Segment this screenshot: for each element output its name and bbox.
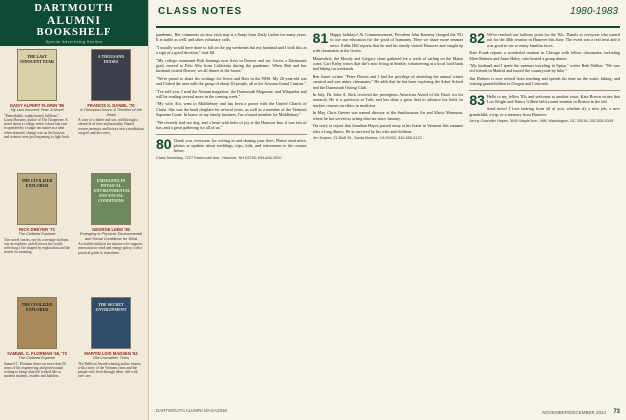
book-item[interactable] <box>74 46 148 170</box>
class-contact: Class Secretary, 7227 Dartmouth Ave., Hanover, NH 03755; 603-646-2000 <box>156 155 282 160</box>
paragraph: "I usually would have done to fall on the jog weekends but my husband and I took this as a sign of a good decision," said Jill. <box>156 44 307 56</box>
class-82-entry <box>469 32 620 48</box>
paragraph: "We recently had our dog, and a heart with bolts of joy at the Hanover Inn; it was lots of fun, and a great gathering for all of us." <box>156 119 307 131</box>
book-author: FRANCIS X. DANIEL '70 <box>87 103 135 108</box>
paragraph: "I've told you, I read the Alumni magazine, the Dartmouth Magazine, and Wikipedia and will be reading several more in the coming week." <box>156 88 307 100</box>
paragraph: pandemic. Her comments on how each step is a Sonja from Daily Ladies for many years. It is stable as well, and takes voluntary calls. <box>156 32 307 43</box>
class-83-entry <box>469 91 620 108</box>
class-contact: Jenny Chandler Hayes, 3000 Maple Ave., NW, Washington, DC 20016; 202-555-0145 <box>469 119 614 124</box>
class-80-entry <box>156 135 307 154</box>
section-header <box>156 0 620 28</box>
book-subtitle: The Civilized Explorer <box>18 356 56 360</box>
masthead-line3: BOOKSHELF <box>36 27 112 38</box>
paragraph: Thank you, everyone, for writing in and sharing your lives. Please send news, photos or updates about weddings, trips, kids, and retirements to the contact below. <box>173 137 307 154</box>
book-subtitle: My Last Innocent Year: A Novel <box>10 108 64 112</box>
masthead-line2: ALUMNI <box>47 15 101 27</box>
book-description: Two travel stories, one by a teenage ski bum, one an explorer, unfold across the world, reflecting a life shaped by exploration and the search for meaning. <box>4 237 70 255</box>
paragraph: "My husband and I spent the summer traveling in Spain," writes Beth Walker. "We saw old friends in Madrid and toured the countryside by bike." <box>469 63 620 74</box>
page-footer <box>156 408 620 418</box>
paragraph: "My college roommate Bob Jennings now lives in Denver and we, Gwen, a Dartmouth grad, moved to Palo Alto from California during the pandemic. When Bob and her husband visited Denver, we all dinner at the house." <box>156 57 307 74</box>
book-author: MARTIN LOIS MADSEN '52 <box>84 351 138 356</box>
class-year-80: 80 <box>156 135 172 152</box>
cover-title: EMERGING IN PHYSICAL ENVIRONMENTAL AND SOCIAL CONDITIONS <box>94 178 131 203</box>
notes-columns <box>156 28 620 404</box>
book-description: Samuel C. Florman draws on more than 50 years of his engineering and professional writing to bring what life looked like to modern students, readers and builders. <box>4 361 66 379</box>
book-cover <box>91 49 131 101</box>
book-subtitle: The Civilized Explorer <box>18 232 56 236</box>
book-description: Accessible analysis for anyone who supports innovation in wind and energy policy, with a practical guide to transitions. <box>78 242 143 255</box>
class-contact: Jim Doyles, 21 Bluff St., Santa Monica, CA 90402; 310-555-0122 <box>312 135 422 140</box>
book-item[interactable] <box>0 170 74 294</box>
paragraph: "My wife, Kit, went to Middlebury and has been a pastor with the United Church of Christ. She was the head chaplain for several years, as well as a member of the Vermont Supreme Court. In honor of my family business, I'm a board member for Middlebury." <box>156 101 307 118</box>
book-cover <box>17 49 57 101</box>
paragraph: Meanwhile, the Moody and Gregory clans gathered for a week of sailing on the Maine coast; Cari Kirby writes that she's now living in Seattle, volunteering at a local food bank and hiking on weekends. <box>312 55 464 72</box>
divider <box>156 134 307 135</box>
book-subtitle: Old Crocodiles' Tears <box>92 356 130 360</box>
book-author: RICK DREYER '73 <box>19 227 55 232</box>
book-cover <box>17 173 57 225</box>
cover-title: THE SECRET ENVIRONMENT <box>95 302 127 312</box>
notes-column-2 <box>313 32 464 404</box>
notes-column-3 <box>469 32 620 404</box>
book-item[interactable] <box>0 46 74 170</box>
class-year-82: 82 <box>469 32 485 46</box>
cover-title: THE CIVILIZED EXPLORER <box>21 302 53 312</box>
book-author: GEORGE LEBO '80 <box>92 227 130 232</box>
cover-title: THE CIVILIZED EXPLORER <box>21 178 53 188</box>
paragraph: Ben Juster writes: "Peter Downs and I had the privilege of attending the annual winter carnival and saw many classmates." He adds that he has been exploring the Sobel School and the Dartmouth Outing Club. <box>312 73 464 90</box>
book-cover <box>91 173 131 225</box>
book-description: "Remarkable, sophisticated, brilliant." - Laura Moriarty, author of The Chaperone. A novel about a college senior whose last year is upended by a single encounter at a time when dramatic change was on the horizon and women were just beginning to fight back. <box>4 113 70 140</box>
section-years: 1980-1983 <box>570 6 618 17</box>
class-81-entry <box>313 32 464 54</box>
paragraph: Jim Holmes is now retired from teaching and spends his time on the water, hiking, and visiting grandchildren in Oregon and Colorado. <box>469 75 620 87</box>
paragraph: We've reached our halfway point for the '82s. Thanks to everyone who turned out for the 40th reunion in Hanover this June. The event was a real treat and it was good to see so many familiar faces. <box>486 32 620 48</box>
book-subtitle: Emerging in Physical, Environmental and Social Conditions for Wind <box>80 232 142 241</box>
bookshelf-sidebar <box>0 0 149 420</box>
paragraph: Kate Frank reports a wonderful reunion in Chicago with fellow classmates, including Ellen Roberts and Anne Haley, who hosted a group dinner. <box>469 50 620 61</box>
divider <box>469 90 620 91</box>
page-number: 73 <box>613 409 620 415</box>
book-item[interactable] <box>74 170 148 294</box>
book-cover <box>17 297 57 349</box>
class-year-81: 81 <box>312 32 329 46</box>
issue-date: NOVEMBER/DECEMBER 2024 <box>542 410 606 415</box>
book-description: The Baldwin Award-winning author returns with a story of the Vietnam years and the people who lived through them, told with rare care. <box>78 361 141 379</box>
section-title: CLASS NOTES <box>158 6 243 17</box>
book-subtitle: A Thousand Doors: A Timeline of the Dead <box>80 108 142 117</box>
class-year-83: 83 <box>469 91 485 108</box>
book-cover <box>91 297 131 349</box>
paragraph: In July, Dr. John A. Kirk received the prestigious American Award of the Fund, for his research. He is a professor at Tufts and has done a great deal to advance his field; he teaches courses on ethics in medicine. <box>312 92 464 108</box>
masthead-sub: Special Advertising Section <box>45 40 103 44</box>
paragraph: Send news! I love hearing from all of you, whether it's a new job, a new grandchild, a trip, or a memory from Hanover. <box>469 106 620 117</box>
book-item[interactable] <box>74 294 148 418</box>
cover-title: A THOUSAND DOORS <box>97 54 125 64</box>
book-item[interactable] <box>0 294 74 418</box>
notes-column-1 <box>156 32 307 404</box>
book-description: A story of a father and son, told through a chronicle of time and mortality. Daniel weaves memory and history into a meditation on grief and discovery. <box>78 118 144 136</box>
masthead-line1: DARTMOUTH <box>34 3 114 14</box>
book-grid <box>0 46 148 418</box>
paragraph: I'm sorry to report that Jonathan Hayes passed away at his home in Vermont this summer after a long illness. He is survived by his wife and children. <box>312 123 464 134</box>
book-author: SAMUEL C. FLORMAN '46, '73 <box>7 351 67 356</box>
publication-name: DARTMOUTH ALUMNI MAGAZINE <box>156 408 228 413</box>
class-notes-main <box>156 0 620 420</box>
book-author: DAISY ALPERT FLORIN '85 <box>9 103 65 108</box>
paragraph: Happy holidays! At Commencement, President John Kemeny charged the '81s to use our education for the good of humanity. Here we share more reunion news. Eddie Hill reports that he and his family visited Hanover and caught up with classmates at the Green. <box>312 32 464 54</box>
cover-title: THE LAST INNOCENT YEAR <box>20 54 54 64</box>
paragraph: Hello to my fellow '83s and welcome to another issue. Kate Brown writes that Lou Wright and Nancy Gilbert held a mini-reunion in Boston in the fall. <box>486 93 620 105</box>
paragraph: In May, Chris Greene was named director of the Smithsonian Art and Music Museums, where he has served as acting director since January. <box>312 110 464 121</box>
paragraph: "We're proud to share his writings for Swiss and Hats in the NHS. My 26-year-old son and I hiked the area with the group of about 30 people, all at the Arizona Grand Canyon." <box>156 75 307 87</box>
bookshelf-masthead <box>0 0 148 46</box>
